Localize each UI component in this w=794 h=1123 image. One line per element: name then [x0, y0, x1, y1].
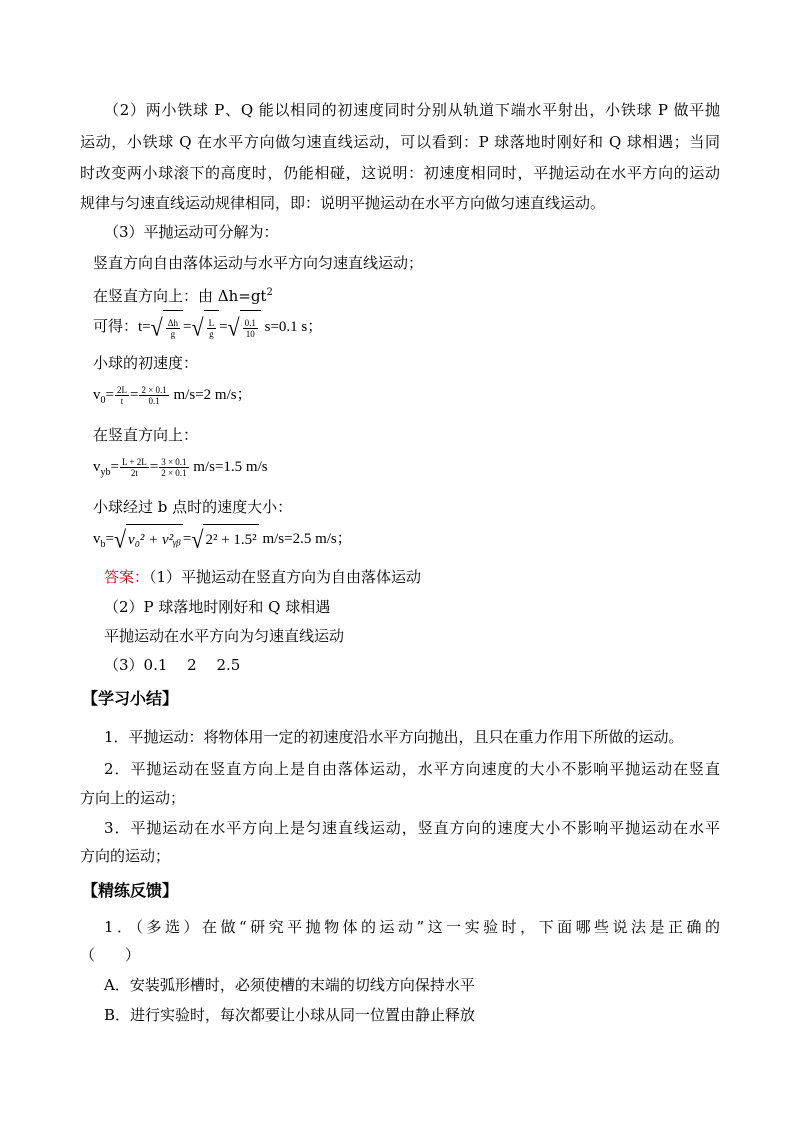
formula-result: s=0.1 s； — [260, 319, 323, 335]
practice-heading: 【精练反馈】 — [82, 881, 179, 900]
para2-line3: 时改变两小球滚下的高度时，仍能相碰，这说明：初速度相同时，平抛运动在水平方向的运动 — [80, 164, 720, 182]
v0-label: 小球的初速度： — [93, 354, 199, 372]
symbol-v: v — [93, 459, 101, 475]
fraction: $\frac{\Delta h}{g}$ — [167, 318, 179, 340]
radical-sign: √ — [113, 525, 127, 553]
fraction: $\frac{2L}{t}$ — [116, 385, 127, 407]
fraction: $\frac{0.1}{10}$ — [244, 318, 256, 340]
vb-formula: $v_b=√$ v₀² + v²ᵧᵦ =√ 2² + 1.5² m/s=2.5 m/s； — [93, 524, 352, 554]
formula-result: m/s=2 m/s； — [169, 387, 252, 403]
sqrt-body — [240, 310, 261, 345]
question1-line1: 1．（多选）在做“研究平抛物体的运动”这一实验时，下面哪些说法是正确的 — [104, 918, 720, 936]
answer-line2: （2）P 球落地时刚好和 Q 球相遇 — [104, 598, 331, 616]
vyb-formula: $v_{yb}=$ $\frac{L + 2L}{2t}$ = $\frac{3 \times 0.1}{2 \times 0.1}$ m/s=1.5 m/s — [93, 457, 268, 479]
summary-item2-line2: 方向上的运动； — [80, 789, 186, 807]
summary-item2-line1: 2．平抛运动在竖直方向上是自由落体运动，水平方向速度的大小不影响平抛运动在竖直 — [104, 760, 720, 778]
formula-prefix: 可得：t= — [93, 319, 151, 335]
sqrt-body — [204, 310, 220, 345]
summary-heading: 【学习小结】 — [82, 689, 179, 708]
radical-sign: √ — [191, 525, 204, 553]
para3-line1: （3）平抛运动可分解为： — [104, 223, 279, 241]
vb-label: 小球经过 b 点时的速度大小： — [93, 498, 293, 516]
fraction: $\frac{L + 2L}{2t}$ — [121, 457, 147, 479]
sqrt-body: v₀² + v²ᵧᵦ — [126, 524, 183, 555]
formula-result: m/s=2.5 m/s； — [258, 531, 352, 547]
subscript: 0 — [100, 395, 106, 406]
question1-answer-blank: （ ） — [80, 946, 141, 964]
para2-line2: 运动，小铁球 Q 在水平方向做匀速直线运动，可以看到：P 球落地时刚好和 Q 球相遇；当同 — [80, 133, 720, 151]
superscript: 2 — [266, 287, 273, 298]
sqrt-body: 2² + 1.5² — [203, 524, 258, 555]
sqrt-body — [163, 310, 183, 345]
answer-label: 答案： — [104, 568, 150, 586]
symbol-v: v — [93, 531, 101, 547]
fraction: $\frac{3 \times 0.1}{2 \times 0.1}$ — [161, 457, 187, 479]
para2-line1: （2）两小铁球 P、Q 能以相同的初速度同时分别从轨道下端水平射出，小铁球 P 做平抛 — [104, 101, 720, 119]
summary-item1: 1．平抛运动：将物体用一定的初速度沿水平方向抛出，且只在重力作用下所做的运动。 — [104, 728, 684, 746]
subscript: yb — [100, 467, 111, 478]
answer-line1 — [104, 567, 421, 587]
answer-line3: 平抛运动在水平方向为匀速直线运动 — [104, 627, 345, 645]
option-b: B．进行实验时，每次都要让小球从同一位置由静止释放 — [104, 1006, 476, 1024]
radical-sign: √ — [227, 313, 240, 341]
t-formula: 可得：t=√ $\frac{\Delta h}{g}$ =√ $\frac{L}{g}$ =√ $\frac{0.1}{10}$ s=0.1 s； — [93, 310, 322, 344]
fraction: $\frac{2 \times 0.1}{0.1}$ — [141, 385, 167, 407]
symbol-v: v — [93, 387, 101, 403]
subscript: b — [100, 539, 106, 550]
summary-item3-line1: 3．平抛运动在水平方向上是匀速直线运动，竖直方向的速度大小不影响平抛运动在水平 — [104, 819, 720, 837]
formula-result: m/s=1.5 m/s — [189, 459, 268, 475]
para3-line3 — [93, 283, 273, 306]
radical-sign: √ — [150, 313, 163, 341]
summary-item3-line2: 方向的运动； — [80, 847, 171, 865]
formula-text: 在竖直方向上：由 Δh=gt — [93, 287, 267, 305]
option-a: A．安装弧形槽时，必须使槽的末端的切线方向保持水平 — [104, 976, 475, 994]
para3-line2: 竖直方向自由落体运动与水平方向匀速直线运动； — [93, 254, 424, 272]
fraction: $\frac{L}{g}$ — [208, 318, 215, 340]
answer-text: （1）平抛运动在竖直方向为自由落体运动 — [149, 568, 422, 586]
vyb-label: 在竖直方向上： — [93, 426, 199, 444]
radical-sign: √ — [191, 313, 204, 341]
answer-line4: （3）0.1 2 2.5 — [104, 656, 241, 674]
v0-formula: $v_0=$ $\frac{2L}{t}$ = $\frac{2 \times 0.1}{0.1}$ m/s=2 m/s； — [93, 385, 252, 407]
para2-line4: 规律与匀速直线运动规律相同，即：说明平抛运动在水平方向做匀速直线运动。 — [80, 194, 606, 212]
